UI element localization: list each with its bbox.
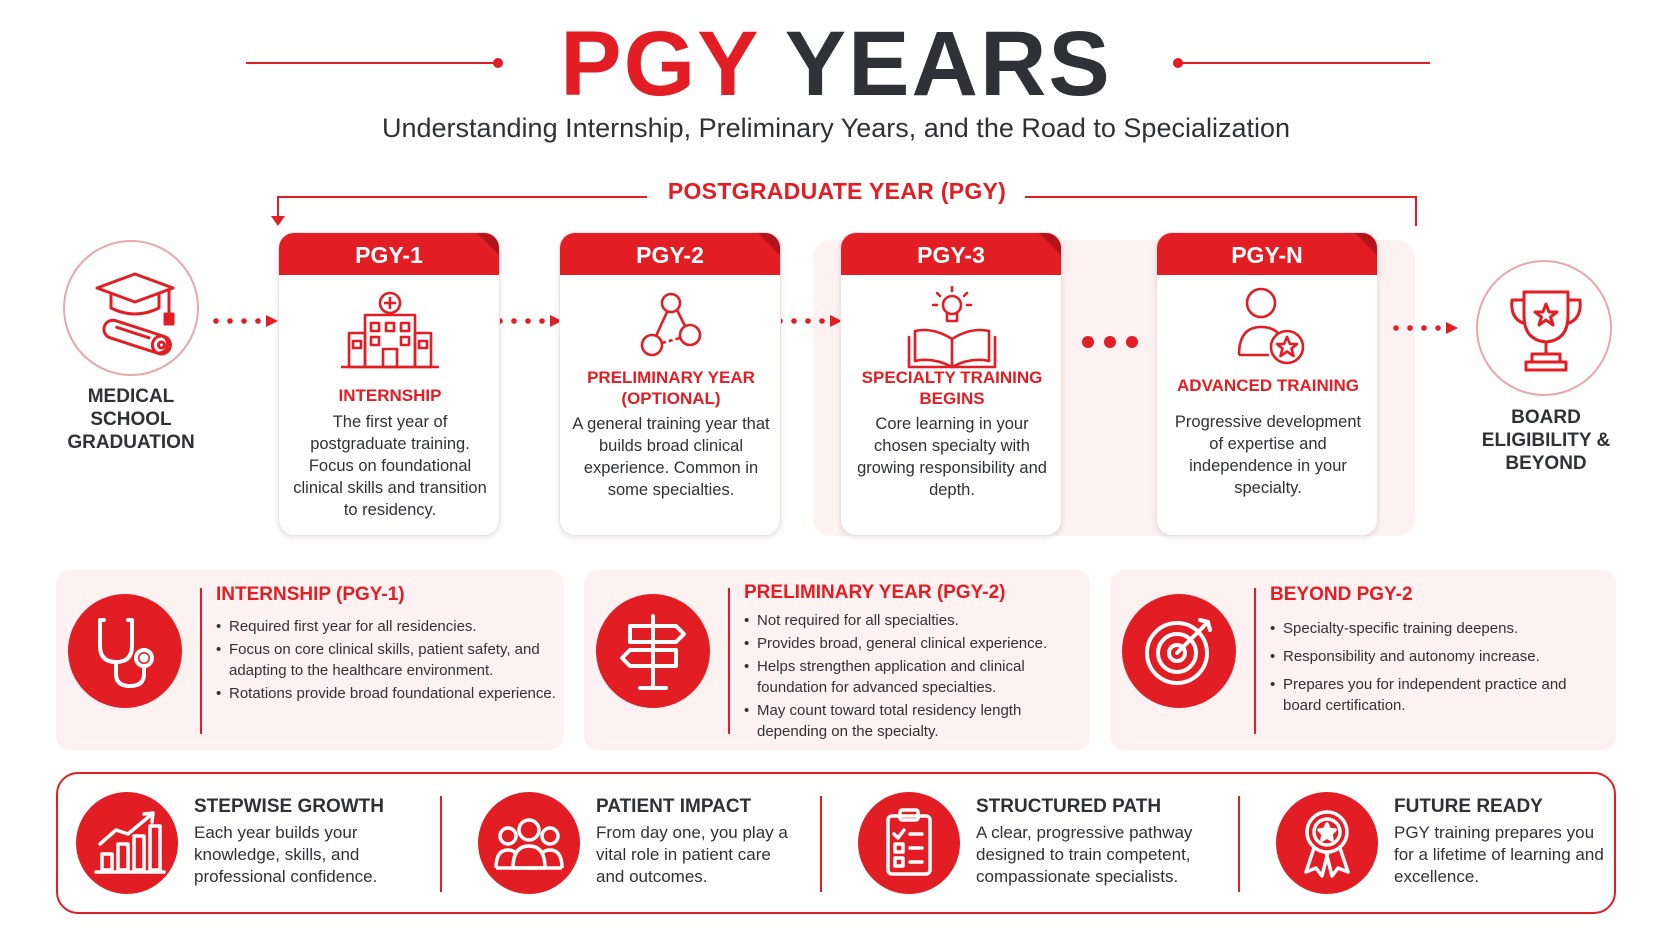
open-book-lightbulb-icon — [841, 281, 1062, 371]
panel-divider — [728, 588, 730, 734]
title-dark-word: YEARS — [784, 13, 1112, 115]
flow-dots-2 — [496, 314, 564, 328]
flow-dots-1 — [212, 314, 280, 328]
flow-ellipsis — [1080, 334, 1140, 348]
panel-bullet: • Provides broad, general clinical experience. — [744, 633, 1080, 654]
bracket-label: POSTGRADUATE YEAR (PGY) — [667, 178, 1007, 204]
start-node-circle — [63, 240, 199, 376]
panel-bullet-list — [216, 616, 556, 706]
connected-nodes-icon — [560, 281, 781, 371]
stage-card-header — [279, 233, 499, 275]
bracket-left-line — [277, 196, 647, 198]
stage-description: The first year of postgraduate training. Focus on foundational clinical skills and transition to residency. — [293, 413, 487, 519]
flow-dots-3 — [776, 314, 844, 328]
flow-dots-4 — [1392, 321, 1460, 335]
checklist-clipboard-icon — [858, 792, 960, 894]
people-group-icon — [478, 792, 580, 894]
stage-description: Progressive development of expertise and independence in your specialty. — [1174, 413, 1362, 497]
feature-structured-path — [840, 774, 1240, 916]
stage-card-pgy-3 — [840, 232, 1062, 536]
feature-stepwise-growth — [58, 774, 438, 916]
stage-title: INTERNSHIP — [338, 386, 442, 405]
panel-bullet: • Rotations provide broad foundational experience. — [216, 683, 556, 704]
stage-card-header — [841, 233, 1061, 275]
panel-bullet: • Helps strengthen application and clinical foundation for advanced specialties. — [744, 656, 1080, 698]
info-panel-preliminary — [584, 570, 1090, 750]
page-subtitle: Understanding Internship, Preliminary Years, and the Road to Specialization — [381, 113, 1291, 143]
feature-description: A clear, progressive pathway designed to train competent, compassionate specialists. — [976, 823, 1193, 886]
bracket-right-line — [1025, 196, 1417, 198]
end-node-label: BOARD ELIGIBILITY & BEYOND — [1481, 407, 1611, 474]
stage-card-pgy-n — [1156, 232, 1378, 536]
stage-title: PRELIMINARY YEAR (OPTIONAL) — [587, 368, 755, 408]
panel-bullet: • Specialty-specific training deepens. — [1270, 618, 1590, 639]
stage-year-label: PGY-1 — [355, 242, 423, 268]
start-node-label: MEDICAL SCHOOL GRADUATION — [67, 386, 195, 453]
stage-year-label: PGY-N — [1231, 242, 1303, 268]
graduation-cap-diploma-icon — [65, 242, 201, 378]
bracket-arrow-icon — [271, 216, 285, 226]
feature-icon-circle — [76, 792, 178, 894]
feature-description: From day one, you play a vital role in patient care and outcomes. — [596, 823, 788, 886]
feature-description: PGY training prepares you for a lifetime of learning and excellence. — [1394, 823, 1604, 886]
title-red-word: PGY — [560, 13, 759, 115]
end-node-circle — [1476, 260, 1612, 396]
panel-bullet-list — [1270, 618, 1590, 718]
target-icon — [1122, 594, 1236, 708]
panel-icon-circle — [596, 594, 710, 708]
feature-future-ready — [1258, 774, 1614, 916]
stage-title: ADVANCED TRAINING — [1177, 376, 1359, 395]
feature-separator — [820, 796, 822, 892]
feature-patient-impact — [460, 774, 840, 916]
panel-bullet: • May count toward total residency length depending on the specialty. — [744, 700, 1080, 742]
panel-bullet: • Prepares you for independent practice and board certification. — [1270, 674, 1590, 716]
signpost-icon — [596, 594, 710, 708]
panel-title: BEYOND PGY-2 — [1270, 584, 1413, 605]
stage-title: SPECIALTY TRAINING BEGINS — [861, 368, 1043, 408]
panel-bullet: • Not required for all specialties. — [744, 610, 1080, 631]
panel-bullet: • Responsibility and autonomy increase. — [1270, 646, 1590, 667]
panel-icon-circle — [68, 594, 182, 708]
panel-bullet: • Focus on core clinical skills, patient safety, and adapting to the healthcare environment. — [216, 639, 556, 681]
panel-title: INTERNSHIP (PGY-1) — [216, 584, 405, 605]
stage-card-header — [1157, 233, 1377, 275]
stage-description: A general training year that builds broad clinical experience. Common in some specialties. — [572, 415, 770, 499]
panel-icon-circle — [1122, 594, 1236, 708]
page-title — [0, 14, 1672, 114]
feature-icon-circle — [1276, 792, 1378, 894]
stage-card-pgy-1 — [278, 232, 500, 536]
panel-divider — [1254, 588, 1256, 734]
hospital-icon — [279, 281, 500, 371]
award-ribbon-icon — [1276, 792, 1378, 894]
stethoscope-icon — [68, 594, 182, 708]
feature-icon-circle — [858, 792, 960, 894]
feature-description: Each year builds your knowledge, skills, and professional confidence. — [194, 823, 378, 886]
info-panel-beyond — [1110, 570, 1616, 750]
feature-title: STRUCTURED PATH — [976, 796, 1162, 817]
panel-bullet: • Required first year for all residencies. — [216, 616, 556, 637]
feature-title: STEPWISE GROWTH — [194, 796, 384, 817]
features-banner — [56, 772, 1616, 914]
bracket-left-drop — [277, 196, 279, 218]
stage-description: Core learning in your chosen specialty with growing responsibility and depth. — [857, 415, 1047, 499]
info-panel-internship — [56, 570, 564, 750]
panel-divider — [200, 588, 202, 734]
feature-separator — [1238, 796, 1240, 892]
stage-card-header — [560, 233, 780, 275]
feature-separator — [440, 796, 442, 892]
bracket-right-drop — [1415, 196, 1417, 226]
trophy-icon — [1478, 262, 1614, 398]
stage-card-pgy-2 — [559, 232, 781, 536]
stage-year-label: PGY-3 — [917, 242, 985, 268]
feature-icon-circle — [478, 792, 580, 894]
person-star-icon — [1157, 281, 1378, 371]
panel-bullet-list — [744, 610, 1080, 744]
stage-year-label: PGY-2 — [636, 242, 704, 268]
panel-title: PRELIMINARY YEAR (PGY-2) — [744, 582, 1006, 603]
feature-title: PATIENT IMPACT — [596, 796, 752, 817]
feature-title: FUTURE READY — [1394, 796, 1543, 817]
growth-chart-icon — [76, 792, 178, 894]
